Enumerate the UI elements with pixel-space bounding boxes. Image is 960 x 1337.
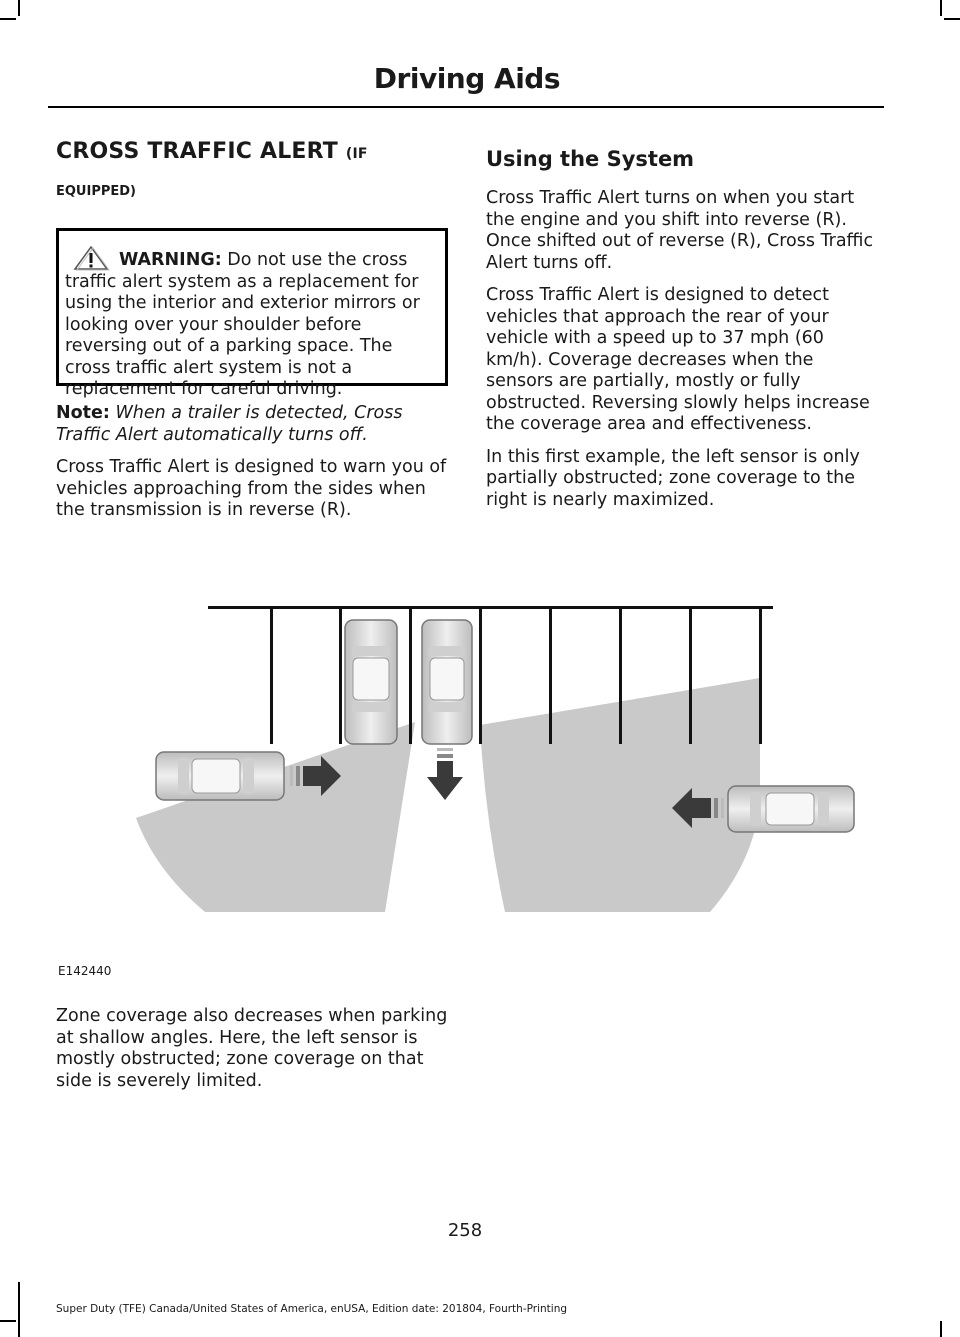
cross-traffic-diagram	[130, 600, 870, 920]
bottom-text	[56, 1006, 448, 1092]
warning-box	[56, 228, 448, 400]
body-paragraph: Cross Traffic Alert is designed to detect vehicles that approach the rear of your vehicle with a speed up to 37 mph (60 km/h). Coverage decreases when the sensors are partially, mostly or fully obstructed. Reversing slowly helps increase the coverage area and effectiveness.	[486, 285, 870, 434]
crop-mark	[940, 1321, 942, 1337]
page-number: 258	[447, 1220, 483, 1241]
section-heading-continuation: EQUIPPED)	[56, 184, 136, 200]
footer-text: Super Duty (TFE) Canada/United States of America, enUSA, Edition date: 201804, Fourth-Printing	[56, 1303, 568, 1315]
warning-text: Do not use the cross traffic alert system as a replacement for using the interior and exterior mirrors or looking over your shoulder before reversing out of a parking space. The cross traffic alert system is not a replacement for careful driving.	[65, 250, 420, 400]
right-approaching-car-icon	[728, 786, 854, 832]
left-coverage-zone	[136, 722, 415, 912]
parked-car-icon	[345, 620, 397, 744]
subsection-heading: Using the System	[486, 147, 695, 171]
section-heading-text: CROSS TRAFFIC ALERT	[56, 139, 339, 164]
body-paragraph: Zone coverage also decreases when parking at shallow angles. Here, the left sensor is mostly obstructed; zone coverage on that side is severely limited.	[56, 1006, 448, 1091]
page-header-title: Driving Aids	[373, 62, 560, 95]
right-column	[486, 140, 882, 511]
note-text: When a trailer is detected, Cross Traffic Alert automatically turns off.	[56, 403, 403, 445]
crop-mark	[0, 1320, 16, 1322]
section-heading	[56, 140, 448, 164]
body-paragraph: Cross Traffic Alert is designed to warn you of vehicles approaching from the sides when the transmission is in reverse (R).	[56, 457, 447, 521]
header-divider	[48, 106, 884, 108]
body-paragraph: In this first example, the left sensor is only partially obstructed; zone coverage to the right is nearly maximized.	[486, 446, 860, 510]
section-heading-suffix: (IF	[345, 146, 368, 162]
crop-mark	[0, 18, 16, 20]
warning-triangle-icon	[65, 245, 117, 271]
warning-label: WARNING:	[119, 250, 222, 271]
crop-mark	[940, 0, 942, 16]
crop-mark	[18, 1282, 20, 1337]
curb-line	[208, 606, 773, 609]
warning-paragraph	[65, 245, 437, 401]
body-paragraph: Cross Traffic Alert turns on when you start the engine and you shift into reverse (R). Once shifted out of reverse (R), Cross Traffic Alert turns off.	[486, 188, 874, 273]
note-paragraph	[56, 403, 448, 446]
figure-code: E142440	[58, 964, 112, 978]
note-label: Note:	[56, 403, 110, 424]
left-column	[56, 140, 448, 522]
reversing-car-icon	[422, 620, 472, 744]
left-approaching-car-icon	[156, 752, 284, 800]
crop-mark	[944, 18, 960, 20]
reverse-arrow-icon	[427, 748, 463, 800]
crop-mark	[18, 0, 20, 16]
